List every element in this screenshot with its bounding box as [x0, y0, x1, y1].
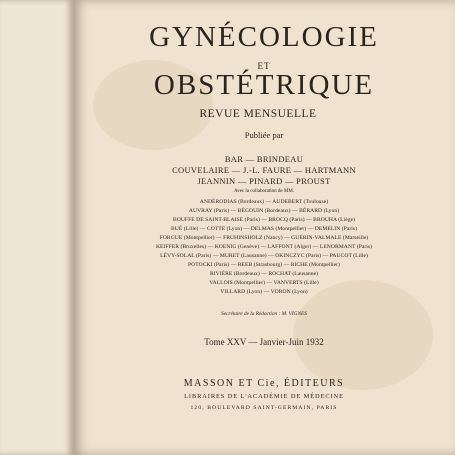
collaborator-line: RIVIÈRE (Bordeaux) — ROCHAT (Lausanne)	[209, 271, 319, 277]
journal-title-conjunction: ET	[257, 61, 271, 71]
editorial-secretary: Secrétaire de la Rédaction : M. VIGNES	[221, 311, 307, 317]
editor-line: COUVELAIRE — J.-L. FAURE — HARTMANN	[172, 165, 356, 175]
publisher-address: 120, BOULEVARD SAINT-GERMAIN, PARIS	[190, 405, 338, 411]
collaborator-line: BUÉ (Lille) — COTTE (Lyon) — DELMAS (Montpellier) — DEMELIN (Paris)	[170, 226, 358, 232]
left-blank-page	[0, 0, 73, 455]
title-page	[73, 0, 455, 455]
collaborator-line: POTOCKI (Paris) — REEB (Strasbourg) — RICHE (Montpellier)	[188, 262, 340, 268]
collaborator-line: ANDÉRODIAS (Bordeaux) — AUDEBERT (Toulouse)	[199, 199, 329, 205]
volume-info: Tome XXV — Janvier-Juin 1932	[204, 337, 324, 347]
collaborator-line: VILLARD (Lyon) — VORON (Lyon)	[220, 289, 308, 295]
editor-line: JEANNIN — PINARD — PROUST	[197, 176, 331, 186]
journal-title-line1: GYNÉCOLOGIE	[149, 21, 379, 53]
collaborator-line: BOUFFE DE SAINT-BLAISE (Paris) — BROCQ (Paris) — BROUHA (Liège)	[172, 217, 356, 223]
publisher-line: LIBRAIRES DE L'ACADÉMIE DE MÉDECINE	[184, 393, 344, 400]
collaboration-intro: Avec la collaboration de MM.	[233, 189, 295, 194]
editor-line: BAR — BRINDEAU	[224, 154, 304, 164]
journal-title-line2: OBSTÉTRIQUE	[153, 69, 375, 101]
journal-subtitle: REVUE MENSUELLE	[199, 108, 317, 120]
published-by: Publiée par	[244, 130, 284, 140]
collaborator-line: AUVRAY (Paris) — BÉGOUIN (Bordeaux) — BÉRARD (Lyon)	[188, 208, 340, 214]
paper-stain	[293, 280, 433, 390]
collaborator-line: KEIFFER (Bruxelles) — KOENIG (Genève) — LAFFONT (Alger) — LENORMANT (Paris)	[155, 244, 373, 250]
publisher-name: MASSON ET Cie, ÉDITEURS	[183, 378, 345, 389]
collaborator-line: VALLOIS (Montpellier) — VANVERTS (Lille)	[209, 280, 319, 286]
collaborator-line: FORGUE (Montpellier) — FRUHINSHOLZ (Nancy) — GUÉRIN-VALMALE (Marseille)	[159, 235, 369, 241]
collaborator-line: LÉVY-SOLAL (Paris) — MURET (Lausanne) — OKINCZYC (Paris) — PAUCOT (Lille)	[160, 253, 368, 259]
